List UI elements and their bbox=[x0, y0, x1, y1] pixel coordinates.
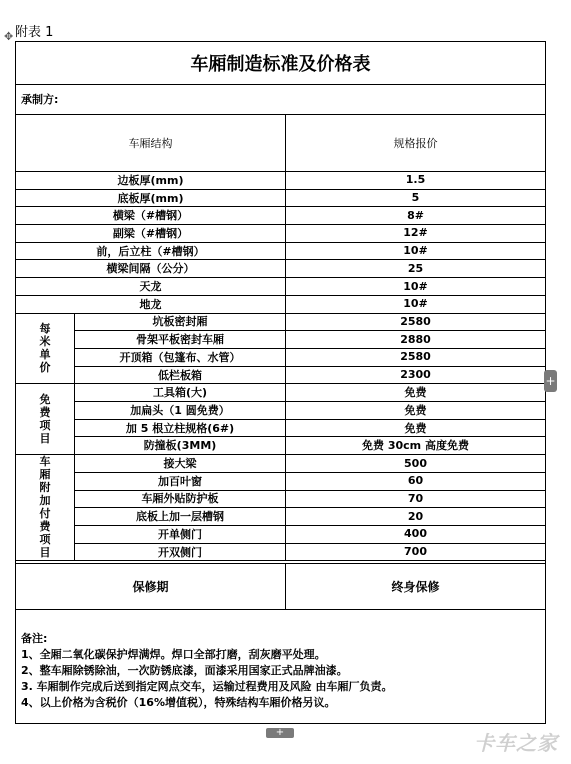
column-divider bbox=[285, 224, 286, 242]
row-value: 60 bbox=[407, 474, 424, 488]
row-value: 1.5 bbox=[405, 173, 426, 187]
row-label: 副梁（#槽钢） bbox=[112, 226, 189, 240]
column-divider bbox=[285, 454, 286, 472]
row-value: 70 bbox=[407, 491, 424, 505]
row-label: 低栏板箱 bbox=[158, 368, 202, 382]
row-label: 加 5 根立柱规格(6#) bbox=[125, 421, 235, 435]
row-label: 底板厚(mm) bbox=[117, 191, 184, 205]
column-divider bbox=[285, 277, 286, 295]
row-label: 工具箱(大) bbox=[152, 386, 208, 400]
group-label: 免费项目 bbox=[39, 392, 51, 445]
row-value: 20 bbox=[407, 509, 424, 523]
row-label: 坑板密封厢 bbox=[152, 315, 208, 329]
row-label: 底板上加一层槽钢 bbox=[136, 510, 224, 524]
row-value: 400 bbox=[404, 527, 427, 541]
row-value: 8# bbox=[407, 208, 424, 222]
row-value: 10# bbox=[403, 279, 428, 293]
price-table bbox=[15, 41, 546, 724]
row-value: 2580 bbox=[400, 350, 431, 364]
note-item: 1、全厢二氧化碳保护焊满焊。焊口全部打磨，刮灰磨平处理。 bbox=[21, 648, 326, 661]
column-divider bbox=[285, 437, 286, 455]
column-divider bbox=[285, 242, 286, 260]
table-title: 车厢制造标准及价格表 bbox=[190, 54, 371, 75]
row-divider bbox=[16, 609, 545, 610]
row-value: 10# bbox=[403, 297, 428, 311]
watermark: 卡车之家 bbox=[474, 731, 558, 755]
row-value: 免费 bbox=[404, 403, 427, 417]
row-label: 地龙 bbox=[139, 297, 162, 311]
row-value: 25 bbox=[407, 261, 424, 275]
notes bbox=[21, 631, 541, 711]
row-value: 免费 30cm 高度免费 bbox=[362, 439, 469, 453]
row-label: 边板厚(mm) bbox=[117, 173, 184, 187]
column-divider bbox=[285, 330, 286, 348]
plus-icon[interactable]: + bbox=[544, 370, 557, 392]
row-value: 2580 bbox=[400, 314, 431, 328]
row-value: 2880 bbox=[400, 332, 431, 346]
row-label: 防撞板(3MM) bbox=[143, 439, 217, 453]
row-label: 加百叶窗 bbox=[158, 474, 202, 488]
row-value: 免费 bbox=[404, 421, 427, 435]
row-label: 横梁间隔（公分） bbox=[106, 262, 195, 276]
contractor-label: 承制方: bbox=[21, 93, 59, 106]
row-label: 骨架平板密封车厢 bbox=[136, 333, 224, 347]
row-value: 10# bbox=[403, 244, 428, 258]
column-divider bbox=[285, 366, 286, 384]
row-value: 500 bbox=[404, 456, 427, 470]
header-structure: 车厢结构 bbox=[128, 136, 173, 150]
column-divider bbox=[285, 525, 286, 543]
notes-title: 备注: bbox=[21, 632, 48, 645]
column-divider bbox=[285, 383, 286, 401]
group-label: 车厢附加付费项目 bbox=[39, 455, 51, 560]
row-label: 开顶箱（包篷布、水管） bbox=[119, 350, 241, 364]
row-label: 横梁（#槽钢） bbox=[112, 209, 189, 223]
plus-icon[interactable]: + bbox=[266, 728, 294, 738]
column-divider bbox=[285, 189, 286, 207]
row-label: 接大梁 bbox=[163, 457, 197, 471]
column-divider bbox=[285, 472, 286, 490]
row-label: 加扁头（1 圆免费） bbox=[130, 403, 230, 417]
column-divider bbox=[285, 206, 286, 224]
row-label: 开双侧门 bbox=[158, 545, 202, 559]
row-value: 2300 bbox=[400, 368, 431, 382]
column-divider bbox=[285, 543, 286, 561]
row-value: 免费 bbox=[404, 386, 427, 400]
note-item: 4、以上价格为含税价（16%增值税），特殊结构车厢价格另议。 bbox=[21, 696, 336, 709]
row-value: 12# bbox=[403, 226, 428, 240]
group-label: 每米单价 bbox=[39, 321, 51, 374]
column-divider bbox=[285, 419, 286, 437]
column-divider bbox=[285, 507, 286, 525]
row-label: 车厢外贴防护板 bbox=[141, 492, 219, 506]
column-divider bbox=[285, 295, 286, 313]
column-divider bbox=[285, 490, 286, 508]
row-label: 前，后立柱（#槽钢） bbox=[96, 244, 205, 258]
row-divider bbox=[16, 560, 545, 561]
warranty-value: 终身保修 bbox=[391, 579, 440, 594]
header-spec-price: 规格报价 bbox=[393, 136, 438, 150]
move-icon[interactable]: ✥ bbox=[4, 30, 14, 43]
note-item: 2、整车厢除锈除油，一次防锈底漆，面漆采用国家正式品牌油漆。 bbox=[21, 664, 348, 677]
note-item: 3. 车厢制作完成后送到指定网点交车，运输过程费用及风险 由车厢厂负责。 bbox=[21, 680, 393, 693]
column-divider bbox=[285, 401, 286, 419]
row-value: 700 bbox=[404, 545, 427, 559]
row-label: 天龙 bbox=[139, 280, 162, 294]
column-divider bbox=[285, 313, 286, 331]
row-label: 开单侧门 bbox=[158, 527, 202, 541]
annex-label: 附表 1 bbox=[15, 25, 54, 40]
row-value: 5 bbox=[411, 191, 420, 205]
column-divider bbox=[285, 348, 286, 366]
warranty-label: 保修期 bbox=[132, 579, 169, 594]
column-divider bbox=[285, 260, 286, 278]
column-divider bbox=[285, 171, 286, 189]
